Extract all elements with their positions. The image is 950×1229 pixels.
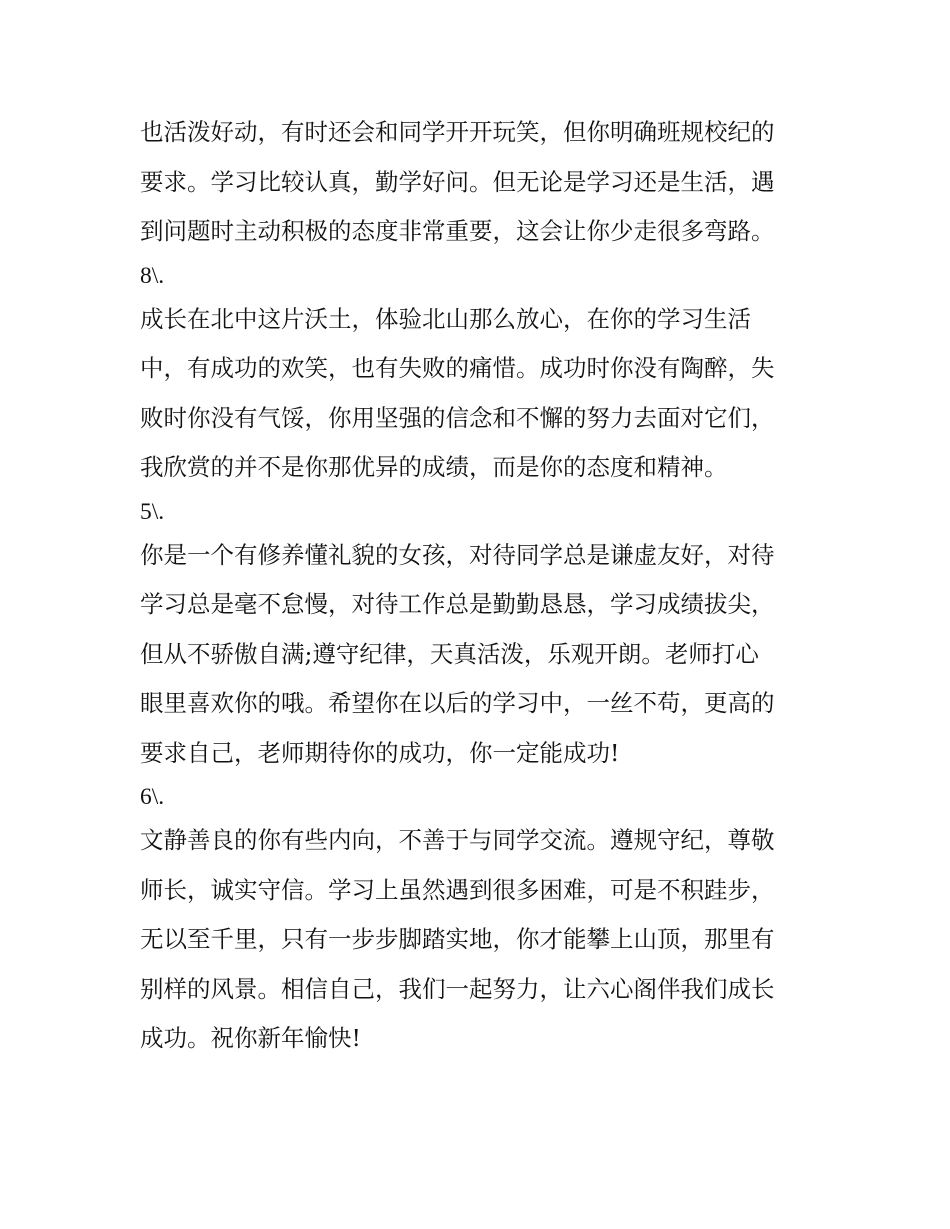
item-number: 5\. <box>140 498 165 525</box>
text-line: 别样的风景。相信自己，我们一起努力，让六心阁伴我们成长 <box>140 974 775 1003</box>
text-line: 成功。祝你新年愉快! <box>140 1024 361 1052</box>
text-line: 无以至千里，只有一步步脚踏实地，你才能攀上山顶，那里有 <box>140 925 775 953</box>
text-line: 眼里喜欢你的哦。希望你在以后的学习中，一丝不苟，更高的 <box>140 689 775 717</box>
text-line: 我欣赏的并不是你那优异的成绩，而是你的态度和精神。 <box>140 453 728 481</box>
text-line: 文静善良的你有些内向，不善于与同学交流。遵规守纪，尊敬 <box>140 826 775 854</box>
text-line: 但从不骄傲自满;遵守纪律，天真活泼，乐观开朗。老师打心 <box>140 639 759 668</box>
text-line: 要求。学习比较认真，勤学好问。但无论是学习还是生活，遇 <box>140 167 775 196</box>
paragraph <box>140 295 830 493</box>
text-line: 师长，诚实守信。学习上虽然遇到很多困难，可是不积跬步， <box>140 875 775 904</box>
paragraph <box>140 531 830 779</box>
text-line: 败时你没有气馁，你用坚强的信念和不懈的努力去面对它们， <box>140 403 775 432</box>
paragraph <box>140 108 830 257</box>
text-line: 中，有成功的欢笑，也有失败的痛惜。成功时你没有陶醉，失 <box>140 354 775 382</box>
item-number: 8\. <box>140 262 165 289</box>
text-line: 要求自己，老师期待你的成功，你一定能成功! <box>140 738 620 767</box>
document-body <box>140 108 830 1064</box>
text-line: 你是一个有修养懂礼貌的女孩，对待同学总是谦虚友好，对待 <box>140 540 775 569</box>
item-number: 6\. <box>140 784 165 810</box>
text-line: 成长在北中这片沃土，体验北山那么放心，在你的学习生活 <box>140 304 751 333</box>
text-line: 也活泼好动，有时还会和同学开开玩笑，但你明确班规校纪的 <box>140 118 775 146</box>
text-line: 学习总是毫不怠慢，对待工作总是勤勤恳恳，学习成绩拔尖， <box>140 590 775 618</box>
paragraph <box>140 816 830 1064</box>
text-line: 到问题时主动积极的态度非常重要，这会让你少走很多弯路。 <box>140 217 775 245</box>
